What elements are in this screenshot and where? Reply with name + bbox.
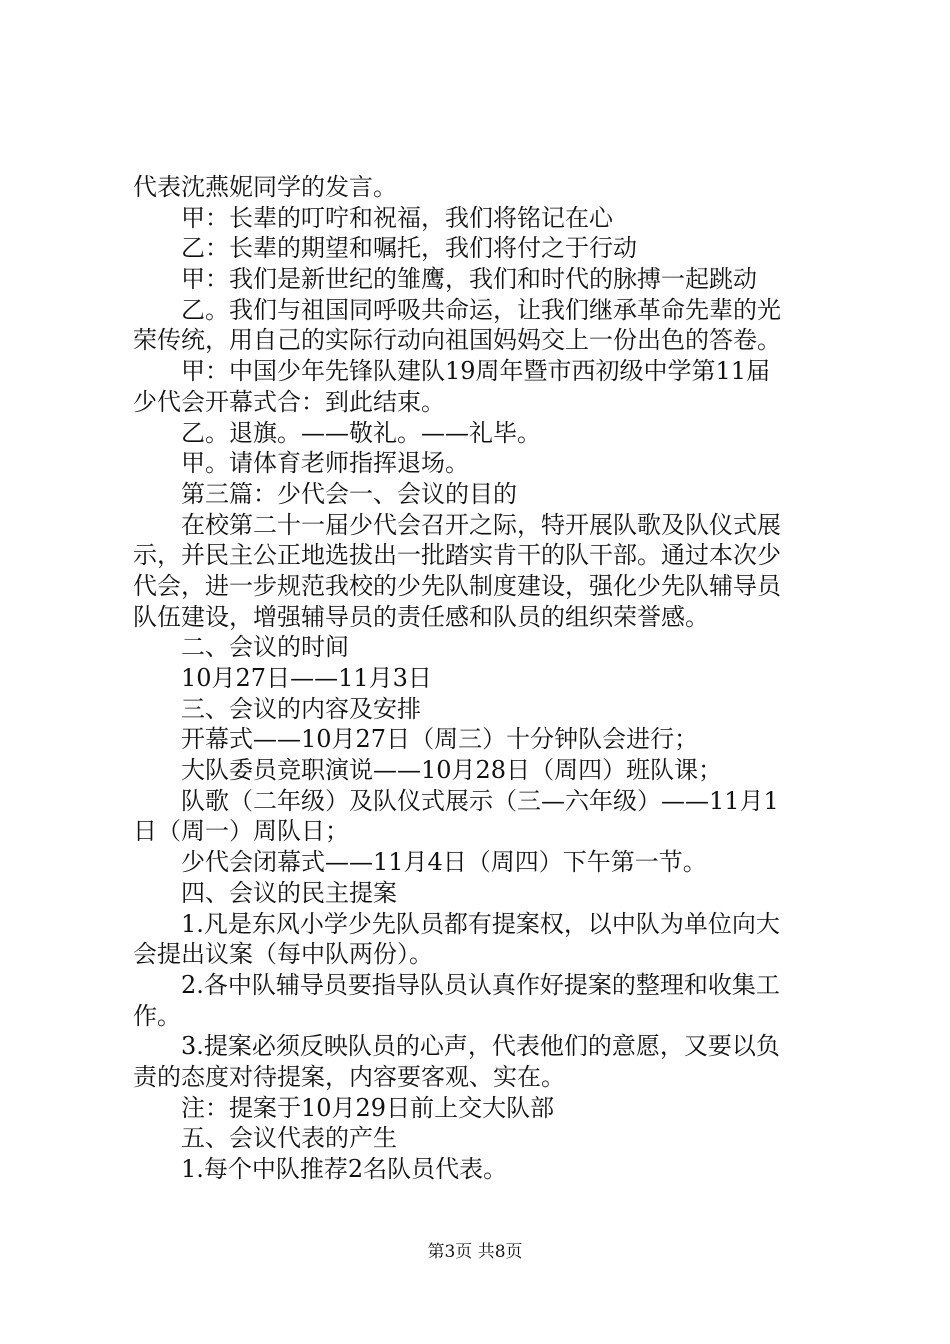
text-line: 会提出议案（每中队两份）。 — [133, 940, 433, 969]
text-line: 示，并民主公正地选拔出一批踏实肯干的队干部。通过本次少 — [133, 541, 781, 570]
text-line: 三、会议的内容及安排 — [181, 694, 421, 723]
text-line: 甲。请体育老师指挥退场。 — [181, 449, 469, 478]
text-line: 3.提案必须反映队员的心声，代表他们的意愿，又要以负 — [181, 1032, 780, 1061]
text-line: 四、会议的民主提案 — [181, 878, 397, 907]
text-line: 作。 — [133, 1001, 181, 1030]
text-line: 乙。退旗。——敬礼。——礼毕。 — [181, 418, 541, 447]
text-line: 2.各中队辅导员要指导队员认真作好提案的整理和收集工 — [181, 970, 780, 999]
text-line: 甲：中国少年先锋队建队19周年暨市西初级中学第11届 — [181, 357, 771, 386]
text-line: 代会，进一步规范我校的少先队制度建设，强化少先队辅导员 — [133, 571, 781, 600]
text-line: 甲：长辈的叮咛和祝福，我们将铭记在心 — [181, 203, 613, 232]
text-line: 少代会闭幕式——11月4日（周四）下午第一节。 — [181, 848, 707, 877]
text-line: 乙：长辈的期望和嘱托，我们将付之于行动 — [181, 234, 637, 263]
text-line: 代表沈燕妮同学的发言。 — [133, 173, 397, 201]
text-line: 荣传统，用自己的实际行动向祖国妈妈交上一份出色的答卷。 — [133, 326, 781, 355]
text-line: 责的态度对待提案，内容要客观、实在。 — [133, 1062, 565, 1091]
document-body — [133, 172, 833, 1185]
text-line: 1.凡是东风小学少先队员都有提案权，以中队为单位向大 — [181, 909, 780, 938]
page-footer: 第3页 共8页 — [427, 1242, 523, 1262]
text-line: 注：提案于10月29日前上交大队部 — [181, 1093, 555, 1122]
text-line: 二、会议的时间 — [181, 633, 349, 662]
text-line: 开幕式——10月27日（周三）十分钟队会进行； — [181, 725, 699, 754]
text-line: 第三篇：少代会一、会议的目的 — [181, 479, 517, 508]
text-line: 乙。我们与祖国同呼吸共命运，让我们继承革命先辈的光 — [181, 295, 781, 324]
text-line: 少代会开幕式合：到此结束。 — [133, 387, 445, 416]
text-line: 甲：我们是新世纪的雏鹰，我们和时代的脉搏一起跳动 — [181, 265, 757, 294]
text-line: 队伍建设，增强辅导员的责任感和队员的组织荣誉感。 — [133, 602, 709, 631]
text-line: 日（周一）周队日； — [133, 817, 349, 846]
text-line: 在校第二十一届少代会召开之际，特开展队歌及队仪式展 — [181, 510, 781, 539]
text-line: 大队委员竞职演说——10月28日（周四）班队课； — [181, 756, 723, 785]
text-line: 五、会议代表的产生 — [181, 1124, 397, 1153]
text-line: 1.每个中队推荐2名队员代表。 — [181, 1155, 508, 1183]
text-line: 队歌（二年级）及队仪式展示（三—六年级）——11月1 — [181, 786, 779, 815]
text-line: 10月27日——11月3日 — [181, 664, 432, 692]
